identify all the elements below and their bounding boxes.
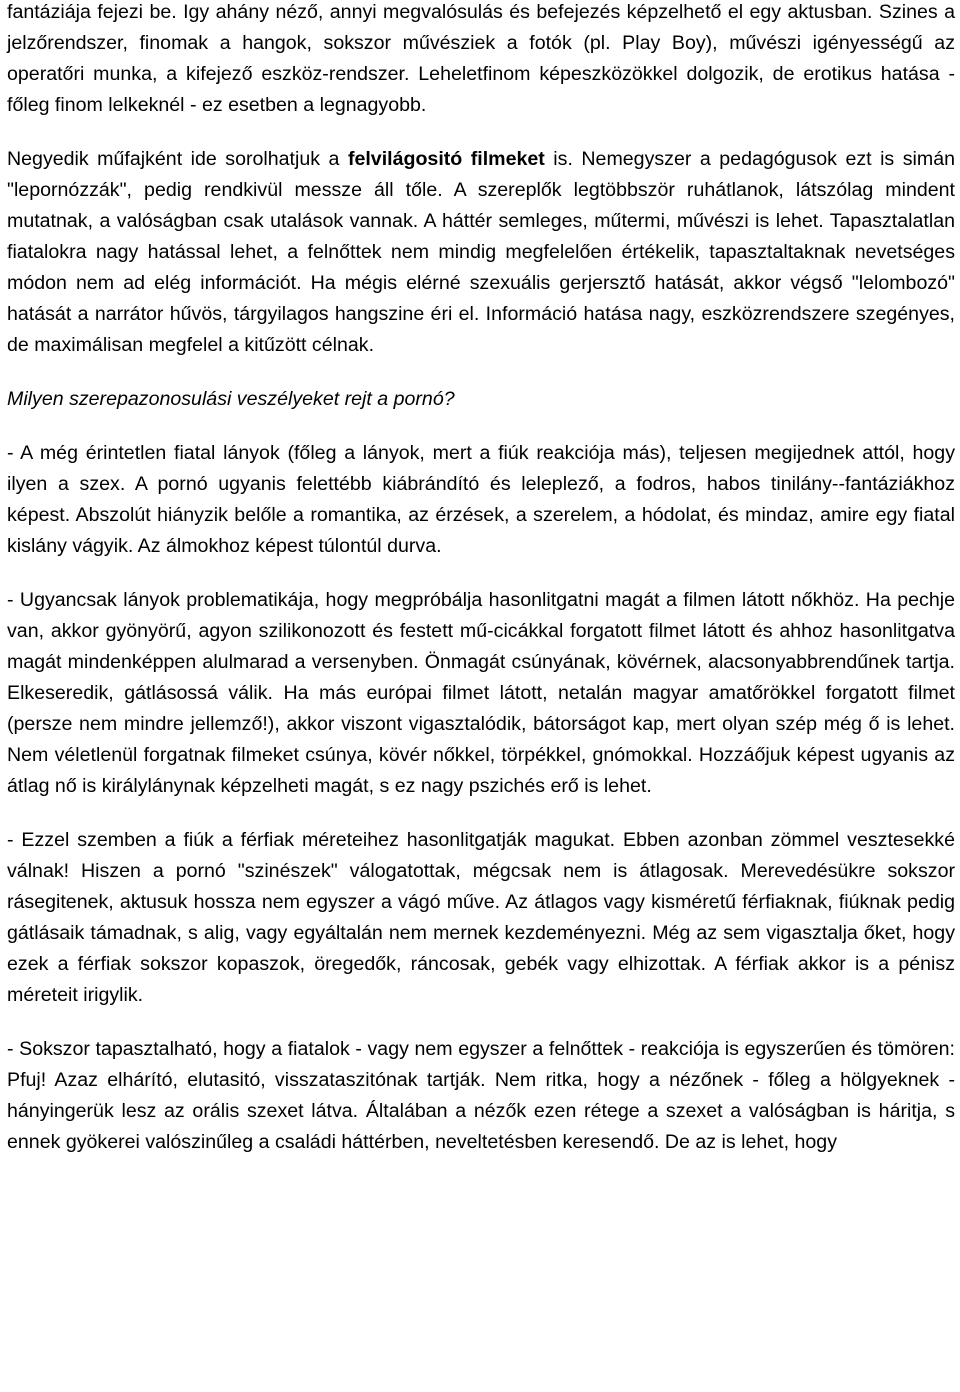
educational-films-term: felvilágositó filmeket [347,148,545,170]
paragraph-girls-comparison: - Ugyancsak lányok problematikája, hogy megpróbálja hasonlitgatni magát a filmen látott nőkhöz. Ha pechje van, akkor gyönyörű, agyon szilikonozott és festett mű-cicákkal forgatott filmet látott és ahhoz hasonlitgatva magát mindenképpen alulmarad a versenyben. Önmagát csúnyának, kövérnek, alacsonyabbrendűnek tartja. Elkeseredik, gátlásossá válik. Ha más európai filmet látott, netalán magyar amatőrökkel forgatott filmet (persze nem mindre jellemző!), akkor viszont vigasztalódik, bátorságot kap, mert olyan szép még ő is lehet. Nem véletlenül forgatnak filmeket csúnya, kövér nőkkel, törpékkel, gnómokkal. Hozzáőjuk képest ugyanis az átlag nő is királylánynak képzelheti magát, s ez nagy pszichés erő is lehet. [7,589,955,797]
paragraph-boys-comparison: - Ezzel szemben a fiúk a férfiak méreteihez hasonlitgatják magukat. Ebben azonban zömmel vesztesekké válnak! Hiszen a pornó "szinészek" válogatottak, mégcsak nem is átlagosak. Merevedésükre sokszor rásegitenek, aktusuk hossza nem egyszer a vágó műve. Az átlagos vagy kisméretű férfiaknak, fiúknak pedig gátlásaik támadnak, s alig, vagy egyáltalán nem mernek kezdeményezni. Még az sem vigasztalja őket, hogy ezek a férfiak sokszor kopaszok, öregedők, ráncosak, gebék vagy elhizottak. A férfiak akkor is a pénisz méreteit irigylik. [7,829,955,1006]
paragraph-intro: fantáziája fejezi be. Igy ahány néző, annyi megvalósulás és befejezés képzelhető el egy aktusban. Szines a jelzőrendszer, finomak a hangok, sokszor művésziek a fotók (pl. Play Boy), művészi igényességű az operatőri munka, a kifejező eszköz-rendszer. Leheletfinom képeszközökkel dolgozik, de erotikus hatása - főleg finom lelkeknél - ez esetben a legnagyobb. [7,1,955,116]
paragraph-educational-films-lead: Negyedik műfajként ide sorolhatjuk a [7,148,348,170]
paragraph-educational-films-body: is. Nemegyszer a pedagógusok ezt is simán "lepornózzák", pedig rendkivül messze áll tőle. A szereplők legtöbbször ruhátlanok, látszólag mindent mutatnak, a valóságban csak utalások vannak. A háttér semleges, műtermi, művészi is lehet. Tapasztalatlan fiatalokra nagy hatással lehet, a felnőttek nem mindig megfelelően értékelik, tapasztaltaknak nevetséges módon nem ad elég információt. Ha mégis elérné szexuális gerjersztő hatását, akkor végső "lelombozó" hatását a narrátor hűvös, tárgyilagos hangszine éri el. Információ hatása nagy, eszközrendszere szegényes, de maximálisan megfelel a kitűzött célnak. [7,148,955,356]
paragraph-disgust-reaction: - Sokszor tapasztalható, hogy a fiatalok - vagy nem egyszer a felnőttek - reakciója is egyszerűen és tömören: Pfuj! Azaz elhárító, elutasitó, visszataszitónak tartják. Nem ritka, hogy a nézőnek - főleg a hölgyeknek - hányingerük lesz az orális szexet látva. Általában a nézők ezen rétege a szexet a valóságban is háritja, s ennek gyökerei valószinűleg a családi háttérben, neveltetésben keresendő. De az is lehet, hogy [7,1038,955,1153]
paragraph-girls-shock: - A még érintetlen fiatal lányok (főleg a lányok, mert a fiúk reakciója más), teljesen megijednek attól, hogy ilyen a szex. A pornó ugyanis felettébb kiábrándító és leleplező, a fodros, habos tinilány--fantáziákhoz képest. Abszolút hiányzik belőle a romantika, az érzések, a szerelem, a hódolat, és mindaz, amire egy fiatal kislány vágyik. Az álmokhoz képest túlontúl durva. [7,442,955,557]
section-heading: Milyen szerepazonosulási veszélyeket rejt a pornó? [7,388,455,410]
document-page [7,0,955,1158]
paragraph-educational-films [7,144,955,361]
